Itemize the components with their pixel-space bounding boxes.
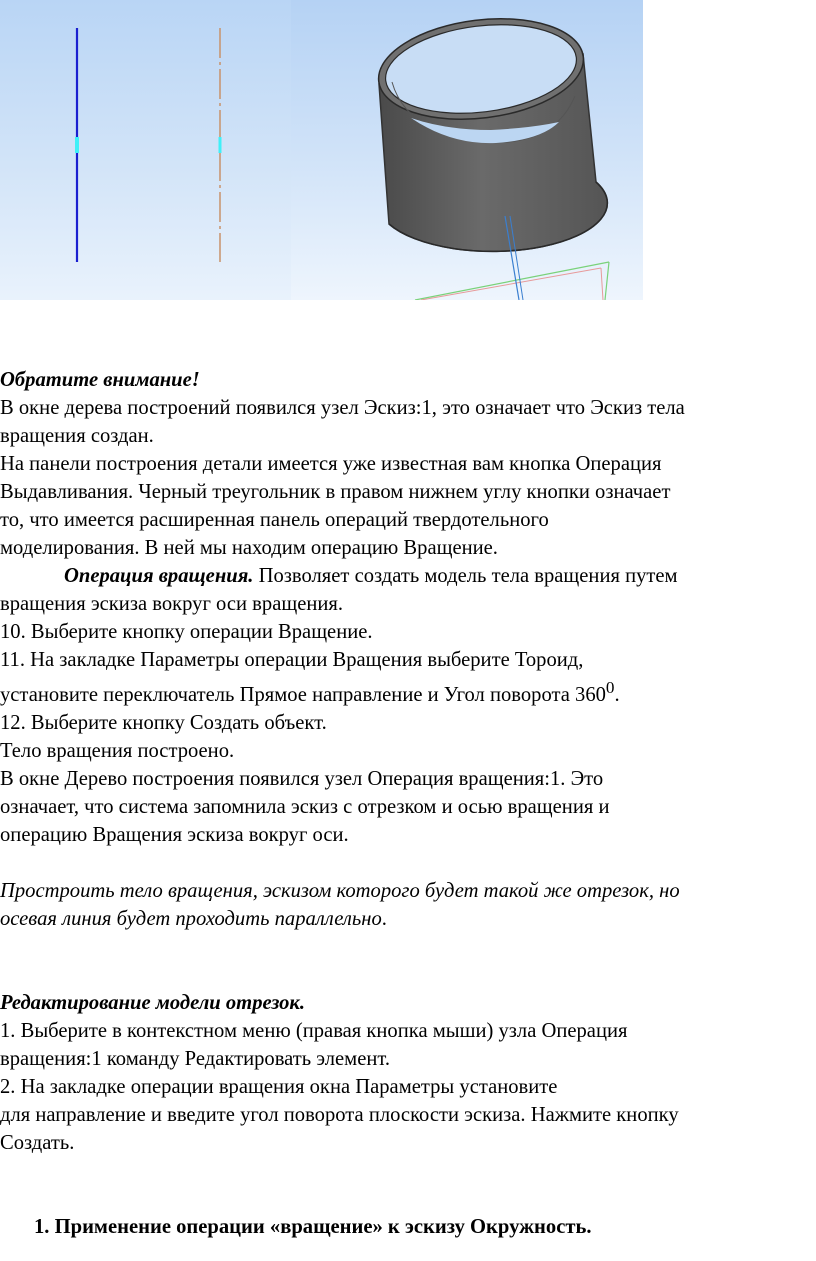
paragraph-line: Тело вращения построено. [0,739,235,762]
paragraph-line: то, что имеется расширенная панель операций твердотельного [0,509,549,531]
task-line-2 [0,905,816,933]
paragraph-line: В окне Дерево построения появился узел Операция вращения:1. Это [0,767,604,790]
task-end: . [381,907,387,930]
paragraph-line: На панели построения детали имеется уже известная вам кнопка Операция [0,453,662,475]
paragraph-line: моделирования. В ней мы находим операцию Вращение. [0,537,498,559]
task-text: осевая линия будет проходить параллельно [0,907,382,930]
paragraph-line: вращения создан. [0,425,154,447]
paragraph-line: Выдавливания. Черный треугольник в правом нижнем углу кнопки означает [0,481,671,503]
paragraph-line: вращения:1 команду Редактировать элемент. [0,1047,390,1070]
step-11: 11. На закладке Параметры операции Вращения выберите Тороид, [0,649,584,671]
model-figure [291,0,643,300]
figures-strip [0,0,643,300]
paragraph-line: Создать. [0,1131,75,1154]
segment-highlight [75,137,79,153]
paragraph-line: вращения эскиза вокруг оси вращения. [0,593,343,615]
edit-step-2: 2. На закладке операции вращения окна Параметры установите [0,1075,558,1098]
task-line: Простроить тело вращения, эскизом которого будет такой же отрезок, но [0,879,680,902]
paragraph-line: для направление и введите угол поворота плоскости эскиза. Нажмите кнопку [0,1103,679,1126]
step-11-text: установите переключатель Прямое направление и Угол поворота 360 [0,683,606,706]
step-11-cont [0,674,816,709]
section-heading: 1. Применение операции «вращение» к эскизу Окружность. [34,1215,592,1238]
edit-title: Редактирование модели отрезок. [0,991,306,1014]
operation-text: Позволяет создать модель тела вращения путем [253,565,678,587]
paragraph-line: означает, что система запомнила эскиз с отрезком и осью вращения и [0,795,610,818]
sketch-axis-segment-icon [0,0,291,300]
degree-sup: 0 [605,678,615,697]
paragraph-line: В окне дерева построений появился узел Эскиз:1, это означает что Эскиз тела [0,397,685,419]
sketch-figure [0,0,291,300]
operation-definition [0,562,816,590]
step-12: 12. Выберите кнопку Создать объект. [0,711,327,734]
revolved-cylinder-icon [291,0,643,300]
document-text [0,366,816,1241]
paragraph-line: операцию Вращения эскиза вокруг оси. [0,823,349,846]
step-11-end: . [614,683,620,706]
axis-highlight [219,137,222,153]
edit-step-1: 1. Выберите в контекстном меню (правая кнопка мыши) узла Операция [0,1019,628,1042]
note-title: Обратите внимание! [0,369,200,391]
step-10: 10. Выберите кнопку операции Вращение. [0,621,373,643]
operation-title: Операция вращения. [64,565,254,587]
